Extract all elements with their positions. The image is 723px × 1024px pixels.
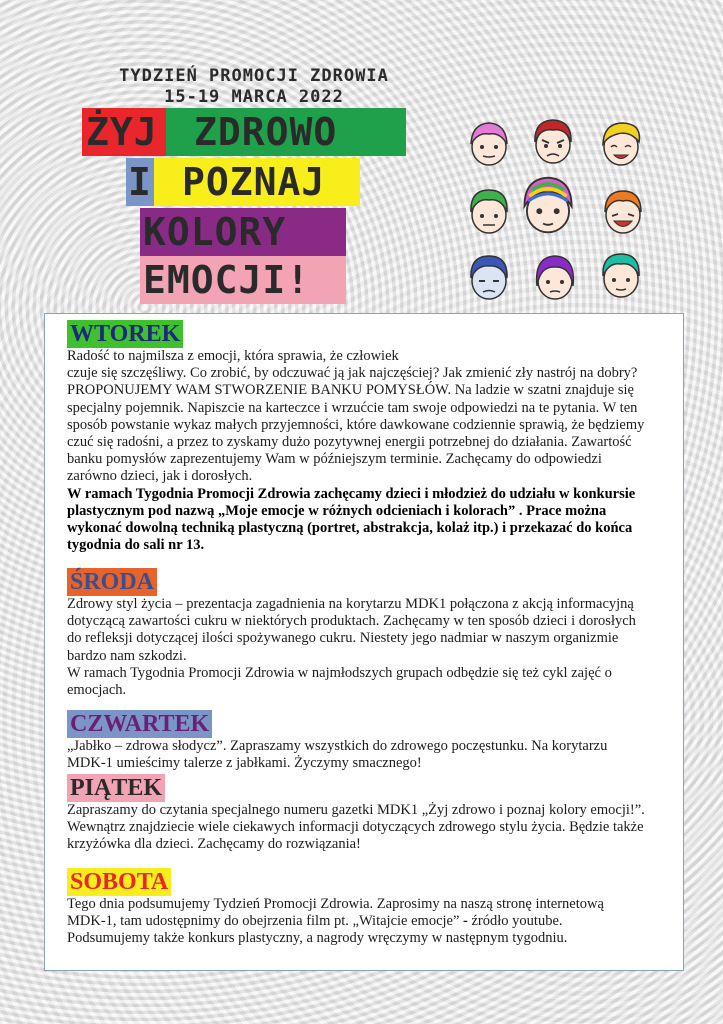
slogan-word-poznaj: POZNAJ [154,158,360,206]
wtorek-line-4: specjalny pojemnik. Napiszcie na karteczce i wrzućcie tam swoje odpowiedzi na te pytania. W ten [67,399,638,416]
day-heading-sroda: ŚRODA [67,568,157,596]
purple-hair-face-icon [532,252,578,302]
piatek-line-3: krzyżówka dla dzieci. Zachęcamy do rozwiązania! [67,836,361,853]
sroda-line-4: bardzo nam szkodzi. [67,647,187,664]
day-czwartek [67,710,667,772]
sobota-source: źródło youtube. [471,913,563,930]
poster-header [0,0,723,312]
slogan-word-i: I [126,158,154,206]
yellow-hair-face-icon [598,118,644,168]
sroda-line-3: do refleksji dotyczącej ilości spożywanego cukru. Niestety jego nadmiar w naszym organizmie [67,630,619,647]
wtorek-line-8: zarówno dzieci, jak i dorosłych. [67,468,253,485]
wtorek-line-5: sposób powstanie wykaz małych przyjemności, które dawkowane codziennie sprawią, że będziemy [67,416,645,433]
program-panel [44,313,684,971]
piatek-line-2: Wewnątrz znajdziecie wiele ciekawych informacji dotyczących zdrowego stylu życia. Będzie także [67,819,644,836]
wtorek-contest-line-2: plastycznym pod nazwą „Moje emocje w różnych odcieniach i kolorach” . Prace można [67,502,607,519]
orange-hair-face-icon [600,186,646,236]
piatek-line-1: Zapraszamy do czytania specjalnego numeru gazetki MDK1 „Żyj zdrowo i poznaj kolory emocji!”. [67,802,645,818]
day-piatek [67,774,667,854]
day-heading-sobota: SOBOTA [67,868,171,896]
wtorek-contest-line-3: wykonać dowolną techniką plastyczną (portret, abstrakcja, kolaż itp.) i przekazać do końca [67,520,633,537]
green-hair-face-icon [466,186,512,236]
sobota-line-2-text: MDK-1, tam udostępnimy do obejrzenia film pt. „Witajcie emocje” [67,913,460,930]
sobota-line-3: Podsumujemy także konkurs plastyczny, a nagrody wręczymy w następnym tygodniu. [67,930,568,947]
day-heading-czwartek: CZWARTEK [67,710,212,738]
blue-hair-face-icon [466,252,512,302]
event-name: TYDZIEŃ PROMOCJI ZDROWIA [119,66,389,86]
wtorek-contest-line-1: W ramach Tygodnia Promocji Zdrowia zachęcamy dzieci i młodzież do udziału w konkursie [67,485,636,502]
wtorek-line-3: PROPONUJEMY WAM STWORZENIE BANKU POMYSŁÓW. Na ladzie w szatni znajduje się [67,382,634,399]
day-heading-wtorek: WTOREK [67,320,183,348]
slogan-word-emocji: EMOCJI! [140,256,346,304]
slogan-word-zyj: ŻYJ [82,108,166,156]
day-heading-piatek: PIĄTEK [67,774,165,802]
sobota-line-1: Tego dnia podsumujemy Tydzień Promocji Zdrowia. Zaprosimy na naszą stronę internetową [67,896,604,912]
sobota-line-2 [67,913,667,930]
day-wtorek [67,320,667,554]
slogan-word-zdrowo: ZDROWO [166,108,406,156]
wtorek-line-2: czuje się szczęśliwy. Co zrobić, by odczuwać ją jak najczęściej? Jak zmienić zły nastrój na dobry? [67,365,638,382]
day-sobota [67,868,667,948]
slogan-word-kolory: KOLORY [140,208,346,256]
wtorek-contest-line-4: tygodnia do sali nr 13. [67,537,205,554]
event-dates: 15-19 MARCA 2022 [164,87,344,107]
sobota-dash: - [459,913,472,930]
sroda-line-1: Zdrowy styl życia – prezentacja zagadnienia na korytarzu MDK1 połączona z akcją informacyjną [67,596,634,612]
sroda-line-2: dotyczącą zawartości cukru w niektórych produktach. Zachęcamy w ten sposób dzieci i dorosłych [67,613,636,630]
czwartek-line-1: „Jabłko – zdrowa słodycz”. Zapraszamy wszystkich do zdrowego poczęstunku. Na korytarzu [67,738,608,754]
teal-hair-face-icon [598,250,644,300]
czwartek-line-2: MDK-1 umieścimy talerze z jabłkami. Życzymy smacznego! [67,755,422,772]
wtorek-line-6: czuć się radośni, a przez to zyskamy dużo pozytywnej energii potrzebnej do działania. Zawartość [67,434,632,451]
wtorek-line-1: Radość to najmilsza z emocji, która sprawia, że człowiek [67,348,399,364]
sroda-line-5: W ramach Tygodnia Promocji Zdrowia w najmłodszych grupach odbędzie się też cykl zajęć o [67,664,612,681]
day-sroda [67,568,667,699]
rainbow-hair-face-icon [518,174,578,236]
wtorek-line-7: banku pomysłów zaprezentujemy Wam w późniejszym terminie. Zachęcamy do odpowiedzi [67,451,602,468]
red-hair-face-icon [530,116,576,166]
sroda-line-6: emocjach. [67,682,127,699]
pink-hair-face-icon [466,118,512,168]
